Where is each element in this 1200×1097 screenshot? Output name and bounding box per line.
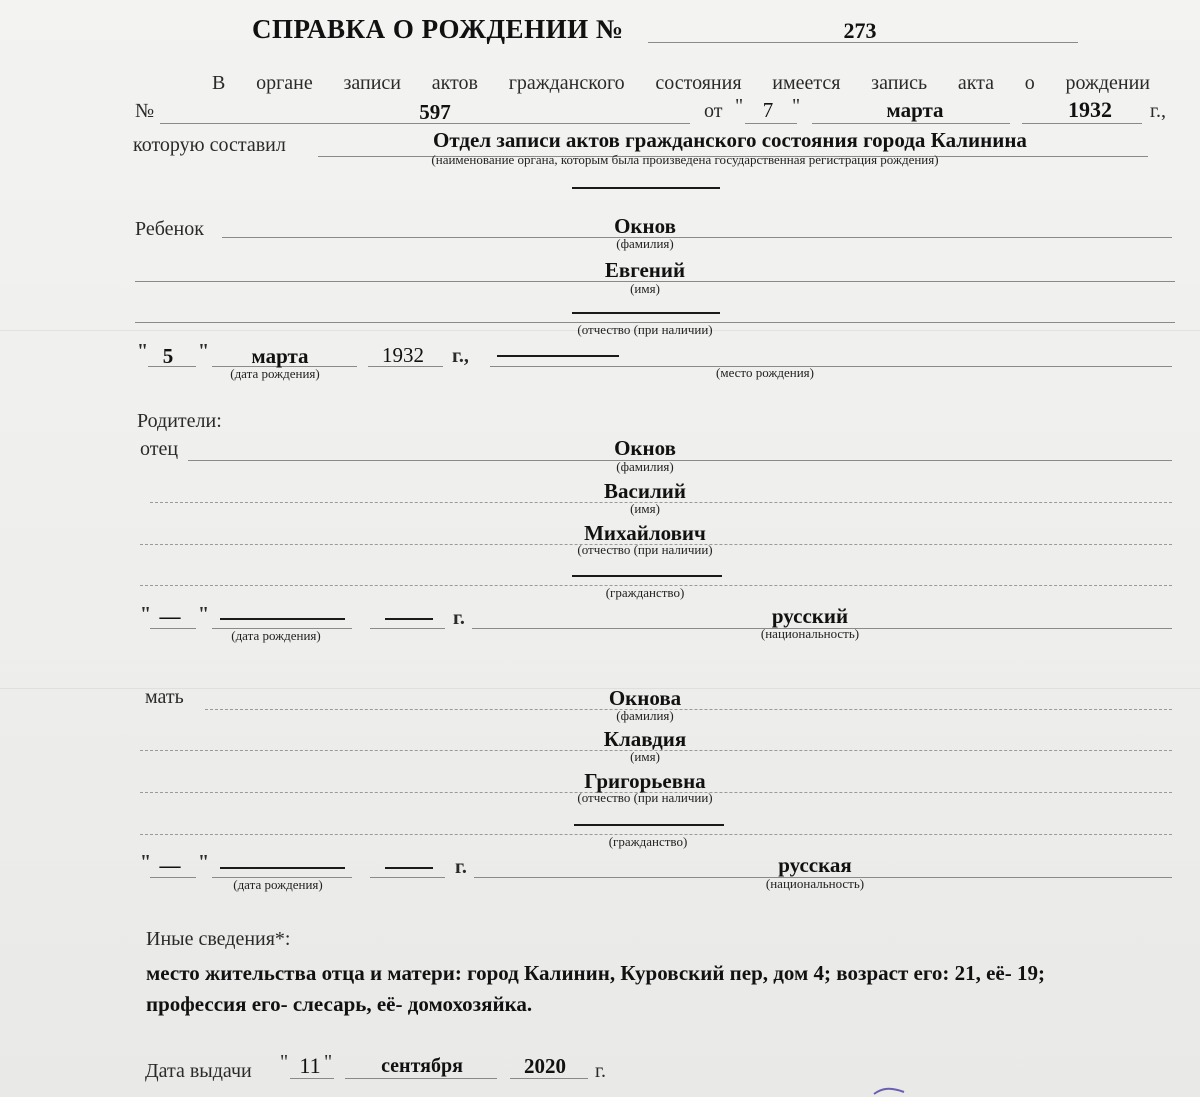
- quote-close: ": [198, 851, 210, 873]
- mother-patronymic-caption: (отчество (при наличии): [577, 790, 713, 805]
- father-birth-date-caption: (дата рождения): [231, 628, 321, 643]
- dash-line: [572, 575, 722, 577]
- number-sign: №: [135, 100, 155, 122]
- child-surname: Окнов: [614, 214, 676, 238]
- year-suffix: г.: [595, 1060, 606, 1082]
- child-birth-place-caption: (место рождения): [716, 365, 814, 380]
- quote-open: ": [735, 95, 744, 117]
- mother-nationality-caption: (национальность): [765, 876, 865, 891]
- underline: [1022, 123, 1142, 124]
- underline: [370, 628, 445, 629]
- dash-line: [385, 618, 433, 620]
- record-month: марта: [886, 98, 944, 122]
- child-birth-month: марта: [251, 344, 309, 368]
- quote-close: ": [324, 1051, 333, 1073]
- record-day: 7: [762, 98, 774, 122]
- child-patronymic-caption: (отчество (при наличии): [577, 322, 713, 337]
- child-surname-caption: (фамилия): [616, 236, 674, 251]
- record-intro-text: В органе записи актов гражданского состояния имеется запись акта о рождении: [212, 72, 1150, 94]
- child-birth-year: 1932: [382, 343, 424, 367]
- father-surname-caption: (фамилия): [616, 459, 674, 474]
- quote-open: ": [137, 340, 149, 362]
- mother-surname: Окнова: [608, 686, 682, 710]
- year-suffix: г.: [455, 856, 467, 878]
- document-title: СПРАВКА О РОЖДЕНИИ №: [252, 14, 624, 44]
- quote-open: ": [140, 851, 152, 873]
- certificate-number: 273: [843, 18, 877, 43]
- mother-name-caption: (имя): [630, 749, 660, 764]
- underline: [745, 123, 797, 124]
- other-info-label: Иные сведения*:: [146, 928, 291, 950]
- father-nationality-caption: (национальность): [760, 626, 860, 641]
- father-nationality: русский: [771, 604, 849, 628]
- dash-line: [572, 187, 720, 189]
- mother-citizenship-caption: (гражданство): [608, 834, 688, 849]
- mother-surname-caption: (фамилия): [616, 708, 674, 723]
- father-name: Василий: [604, 479, 686, 503]
- underline: [812, 123, 1010, 124]
- quote-open: ": [280, 1051, 289, 1073]
- record-number: 597: [419, 100, 451, 124]
- issue-date-label: Дата выдачи: [145, 1060, 252, 1082]
- father-patronymic: Михайлович: [584, 521, 706, 545]
- dash-line: [574, 824, 724, 826]
- year-suffix: г.: [453, 607, 465, 629]
- record-year: 1932: [1068, 97, 1112, 122]
- father-citizenship-caption: (гражданство): [605, 585, 685, 600]
- father-surname: Окнов: [614, 436, 676, 460]
- parents-label: Родители:: [137, 410, 222, 432]
- compiled-by-caption: (наименование органа, которым была произведена государственная регистрация рождения): [431, 152, 939, 167]
- mother-name: Клавдия: [603, 727, 687, 751]
- father-patronymic-caption: (отчество (при наличии): [577, 542, 713, 557]
- year-suffix: г.,: [1150, 100, 1166, 122]
- other-info-text: место жительства отца и матери: город Калинин, Куровский пер, дом 4; возраст его: 21, её- 19; профессия его- слесарь, её- домохозяйка.: [146, 961, 1045, 1016]
- issue-day: 11: [299, 1053, 321, 1078]
- father-birth-day: —: [159, 604, 181, 628]
- father-name-caption: (имя): [630, 501, 660, 516]
- mother-label: мать: [145, 686, 184, 708]
- underline: [370, 877, 445, 878]
- father-label: отец: [140, 438, 179, 460]
- child-name-caption: (имя): [630, 281, 660, 296]
- mother-patronymic: Григорьевна: [584, 769, 706, 793]
- dash-line: [497, 355, 619, 357]
- child-birth-day: 5: [162, 344, 174, 368]
- underline: [345, 1078, 497, 1079]
- quote-close: ": [792, 95, 801, 117]
- quote-close: ": [198, 340, 210, 362]
- issue-year: 2020: [524, 1054, 566, 1078]
- dash-line: [572, 312, 720, 314]
- quote-open: ": [140, 603, 152, 625]
- dash-line: [220, 618, 345, 620]
- compiled-by-value: Отдел записи актов гражданского состояния города Калинина: [433, 128, 1027, 152]
- mother-birth-date-caption: (дата рождения): [233, 877, 323, 892]
- issue-month: сентября: [381, 1055, 463, 1077]
- mother-birth-day: —: [159, 853, 181, 877]
- dash-line: [220, 867, 345, 869]
- compiled-by-label: которую составил: [133, 134, 286, 156]
- year-suffix: г.,: [452, 345, 469, 367]
- from-label: от: [704, 100, 723, 122]
- dash-line: [385, 867, 433, 869]
- child-label: Ребенок: [135, 218, 204, 240]
- pen-mark: [870, 1084, 910, 1097]
- child-name: Евгений: [604, 258, 686, 282]
- mother-nationality: русская: [778, 853, 852, 877]
- child-birth-date-caption: (дата рождения): [230, 366, 320, 381]
- quote-close: ": [198, 603, 210, 625]
